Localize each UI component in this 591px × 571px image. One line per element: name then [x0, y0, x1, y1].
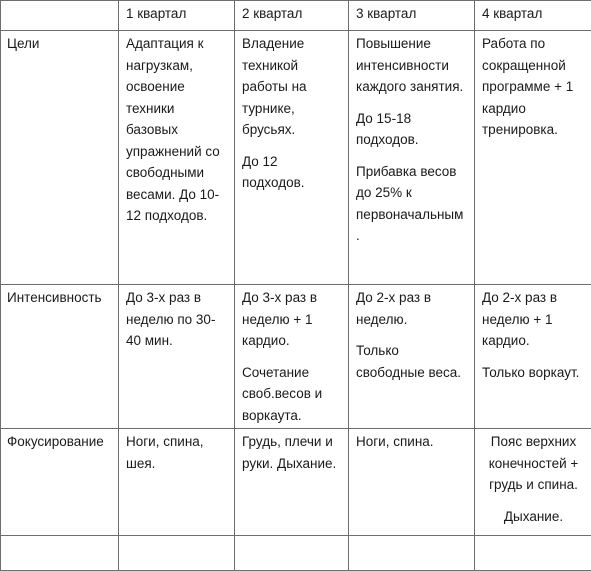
header-empty-cell [1, 1, 119, 31]
header-q2: 2 квартал [235, 1, 349, 31]
focus-q1-text: Ноги, спина, шея. [126, 431, 228, 474]
goals-q4 [482, 33, 585, 141]
header-q4: 4 квартал [475, 1, 591, 31]
goals-q1-text: Адаптация к нагрузкам, освоение техники базовых упражнений со свободными весами. До 10- 12 подходов. [126, 33, 228, 227]
intensity-label: Интенсивность [1, 285, 119, 429]
goals-q2-text-1: Владение техникой работы на турнике, брусьях. [242, 33, 342, 141]
intensity-q1-cell [119, 285, 235, 429]
focus-q3-cell [349, 429, 475, 536]
focus-q4-text-1: Пояс верхних конечностей + грудь и спина. [482, 431, 585, 496]
goals-q2-cell [235, 31, 349, 285]
empty-cell-2 [119, 536, 235, 571]
focus-q4-cell [475, 429, 591, 536]
header-q1: 1 квартал [119, 1, 235, 31]
intensity-q2 [242, 287, 342, 426]
goals-q1 [126, 33, 228, 227]
empty-cell-1 [1, 536, 119, 571]
focus-q4-text-2: Дыхание. [482, 506, 585, 528]
intensity-q4-text-1: До 2-х раз в неделю + 1 кардио. [482, 287, 585, 352]
focus-row [1, 429, 591, 536]
intensity-q3-cell [349, 285, 475, 429]
intensity-q4-text-2: Только воркаут. [482, 362, 585, 384]
focus-label: Фокусирование [1, 429, 119, 536]
goals-q2-text-2: До 12 подходов. [242, 151, 342, 194]
empty-cell-3 [235, 536, 349, 571]
focus-q2-cell [235, 429, 349, 536]
focus-q3-text: Ноги, спина. [356, 431, 468, 453]
goals-q3-text-2: До 15-18 подходов. [356, 108, 468, 151]
focus-q3 [356, 431, 468, 453]
header-row [1, 1, 591, 31]
focus-q2 [242, 431, 342, 474]
intensity-q4 [482, 287, 585, 383]
intensity-q1 [126, 287, 228, 352]
empty-row [1, 536, 591, 571]
goals-label: Цели [1, 31, 119, 285]
intensity-q4-cell [475, 285, 591, 429]
intensity-q3-text-1: До 2-х раз в неделю. [356, 287, 468, 330]
goals-q3-text-3: Прибавка весов до 25% к первоначальным . [356, 161, 468, 247]
goals-q3-cell [349, 31, 475, 285]
intensity-row [1, 285, 591, 429]
intensity-q2-text-2: Сочетание своб.весов и воркаута. [242, 362, 342, 427]
goals-q2 [242, 33, 342, 194]
intensity-q2-text-1: До 3-х раз в неделю + 1 кардио. [242, 287, 342, 352]
intensity-q3-text-2: Только свободные веса. [356, 340, 468, 383]
intensity-q2-cell [235, 285, 349, 429]
focus-q1 [126, 431, 228, 474]
empty-cell-5 [475, 536, 591, 571]
intensity-q1-text: До 3-х раз в неделю по 30- 40 мин. [126, 287, 228, 352]
goals-q3-text-1: Повышение интенсивности каждого занятия. [356, 33, 468, 98]
focus-q1-cell [119, 429, 235, 536]
goals-q1-cell [119, 31, 235, 285]
intensity-q3 [356, 287, 468, 383]
empty-cell-4 [349, 536, 475, 571]
goals-q3 [356, 33, 468, 247]
focus-q4 [482, 431, 585, 527]
goals-q4-cell [475, 31, 591, 285]
goals-q4-text: Работа по сокращенной программе + 1 кардио тренировка. [482, 33, 585, 141]
header-q3: 3 квартал [349, 1, 475, 31]
goals-row [1, 31, 591, 285]
focus-q2-text: Грудь, плечи и руки. Дыхание. [242, 431, 342, 474]
